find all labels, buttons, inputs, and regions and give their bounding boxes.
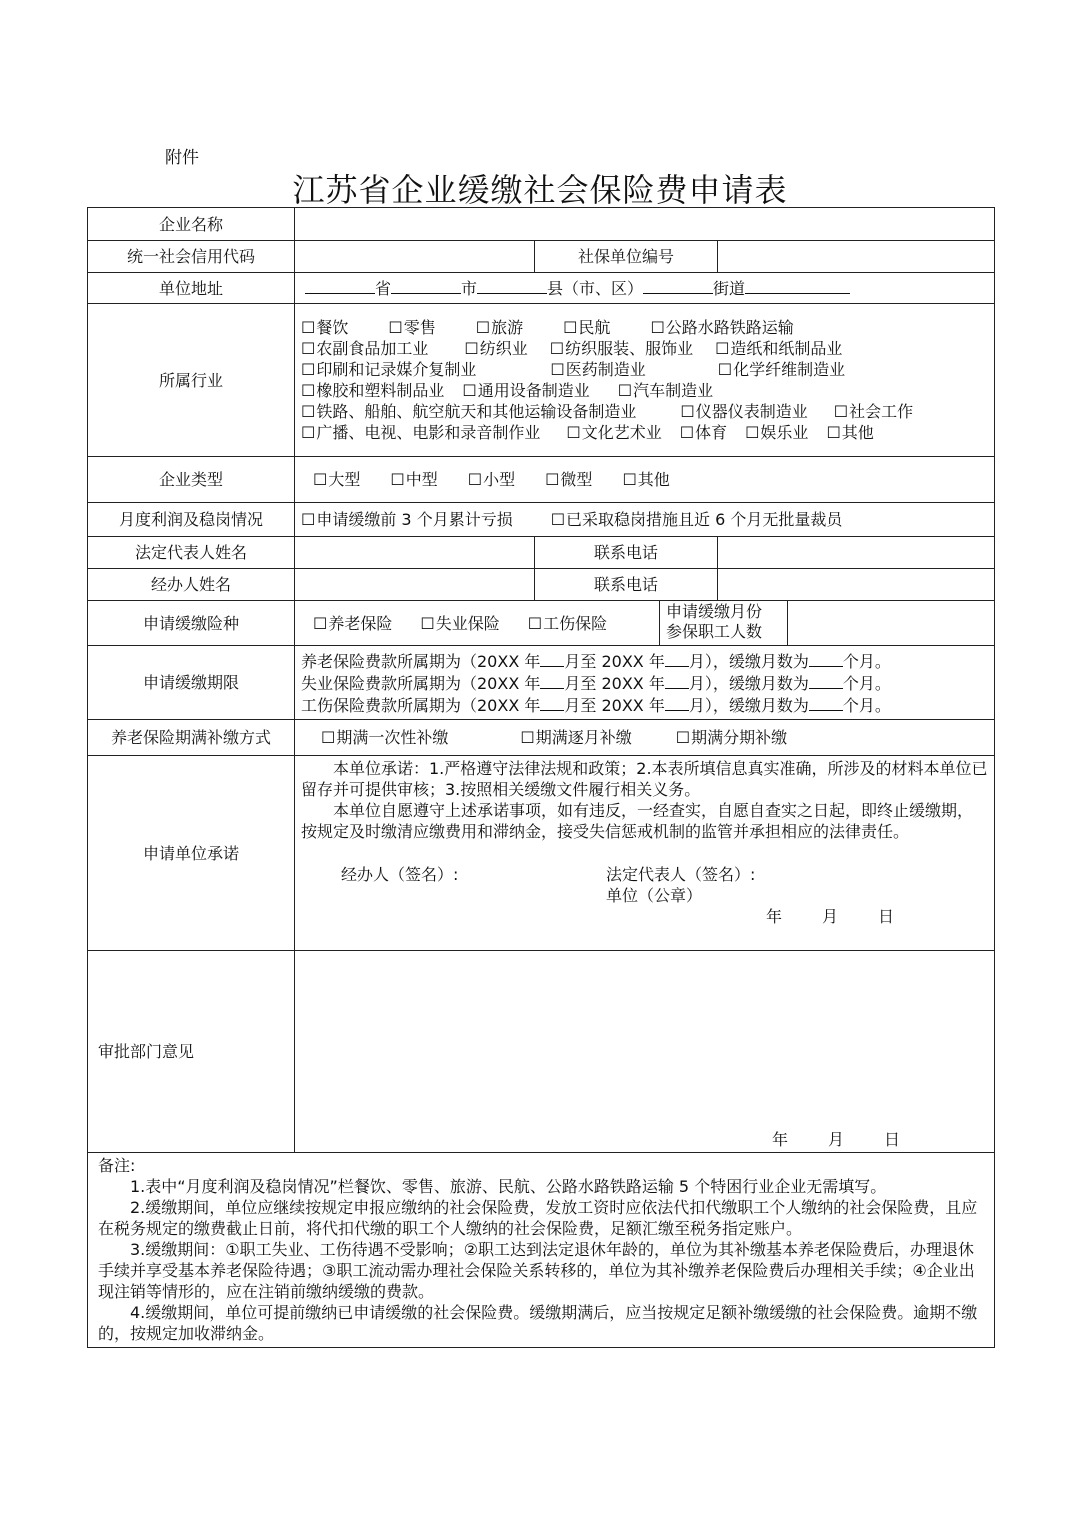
pension-method-checkbox[interactable]: ☐ 期满一次性补缴 xyxy=(321,727,448,748)
period-end: 个月。 xyxy=(842,651,891,671)
industry-checkbox[interactable]: ☐ 汽车制造业 xyxy=(618,380,713,401)
industry-row xyxy=(301,401,988,422)
month-count-blank[interactable] xyxy=(809,672,843,689)
legal-rep-phone-field[interactable] xyxy=(718,537,995,569)
industry-row xyxy=(301,359,988,380)
pension-method-checkbox[interactable]: ☐ 期满逐月补缴 xyxy=(520,727,631,748)
industry-checkbox[interactable]: ☐ 民航 xyxy=(563,317,610,338)
profit-label: 月度利润及稳岗情况 xyxy=(88,503,295,537)
date-month: 月 xyxy=(821,907,838,926)
period-end: 个月。 xyxy=(842,695,891,715)
pension-period-line xyxy=(301,650,988,672)
period-suffix: 月），缓缴月数为 xyxy=(688,673,809,693)
company-type-checkbox[interactable]: ☐ 微型 xyxy=(545,469,592,490)
social-security-no-field[interactable] xyxy=(718,241,995,273)
month-count-blank[interactable] xyxy=(809,694,843,711)
months-and-count xyxy=(660,601,995,646)
commitment-content xyxy=(295,756,995,951)
city-label: 市 xyxy=(461,279,478,298)
attachment-label: 附件 xyxy=(165,148,199,168)
company-type-checkbox[interactable]: ☐ 小型 xyxy=(468,469,515,490)
period-prefix: 失业保险费款所属期为（20XX 年 xyxy=(301,673,541,693)
address-label: 单位地址 xyxy=(88,273,295,304)
company-type-checkbox[interactable]: ☐ 中型 xyxy=(390,469,437,490)
industry-label: 所属行业 xyxy=(88,304,295,457)
commitment-paragraph-1: 本单位承诺：1.严格遵守法律法规和政策；2.本表所填信息真实准确，所涉及的材料本单位已留存并可提供审核；3.按照相关缓缴文件履行相关义务。 xyxy=(301,759,988,799)
industry-checkbox[interactable]: ☐ 文化艺术业 xyxy=(566,422,661,443)
seal-block xyxy=(606,864,755,906)
street-blank[interactable] xyxy=(643,277,713,294)
remark-item: 3.缓缴期间：①职工失业、工伤待遇不受影响；②职工达到法定退休年龄的，单位为其补缴基本养老保险费后，办理退休手续并享受基本养老保险待遇；③职工流动需办理社会保险关系转移的，单位为其补缴养老保险费后办理相关手续；④企业出现注销等情形的，应在注销前缴纳缓缴的费款。 xyxy=(98,1240,975,1301)
company-name-label: 企业名称 xyxy=(88,208,295,241)
industry-row xyxy=(301,317,988,338)
industry-checkbox[interactable]: ☐ 旅游 xyxy=(476,317,523,338)
date-day: 日 xyxy=(883,1130,900,1149)
approval-label: 审批部门意见 xyxy=(88,951,295,1153)
industry-checkbox[interactable]: ☐ 公路水路铁路运输 xyxy=(650,317,793,338)
company-type-checkbox[interactable]: ☐ 大型 xyxy=(313,469,360,490)
signature-row xyxy=(301,864,988,906)
remarks-heading: 备注: xyxy=(98,1156,136,1175)
remark-item: 1.表中“月度利润及稳岗情况”栏餐饮、零售、旅游、民航、公路水路铁路运输 5 个特困行业企业无需填写。 xyxy=(130,1177,887,1196)
legal-signature[interactable]: 法定代表人（签名）: xyxy=(606,865,756,884)
legal-rep-phone-label: 联系电话 xyxy=(535,537,718,569)
period-end: 个月。 xyxy=(842,673,891,693)
insurance-type-checkbox[interactable]: ☐ 工伤保险 xyxy=(528,613,607,634)
company-type-checkbox[interactable]: ☐ 其他 xyxy=(622,469,669,490)
unemployment-period-line xyxy=(301,672,988,694)
months-count-labels xyxy=(660,601,788,645)
industry-checkbox[interactable]: ☐ 农副食品加工业 xyxy=(301,338,428,359)
period-suffix: 月），缓缴月数为 xyxy=(688,651,809,671)
months-count-field[interactable] xyxy=(788,601,994,645)
period-mid: 月至 20XX 年 xyxy=(564,651,665,671)
company-seal[interactable]: 单位（公章） xyxy=(606,886,703,905)
insurance-type-checkbox[interactable]: ☐ 失业保险 xyxy=(420,613,499,634)
county-blank[interactable] xyxy=(477,277,547,294)
date-day: 日 xyxy=(877,907,894,926)
company-name-field[interactable] xyxy=(295,208,995,241)
insurance-type-options xyxy=(295,601,660,646)
handler-label: 经办人姓名 xyxy=(88,569,295,601)
industry-checkbox[interactable]: ☐ 零售 xyxy=(388,317,435,338)
street-label: 街道 xyxy=(713,279,746,298)
handler-field[interactable] xyxy=(295,569,535,601)
credit-code-field[interactable] xyxy=(295,241,535,273)
handler-phone-label: 联系电话 xyxy=(535,569,718,601)
city-blank[interactable] xyxy=(391,277,461,294)
start-month-blank[interactable] xyxy=(540,672,564,689)
pension-method-label: 养老保险期满补缴方式 xyxy=(88,720,295,756)
industry-options xyxy=(295,304,995,457)
end-month-blank[interactable] xyxy=(665,672,689,689)
street-detail-blank[interactable] xyxy=(745,277,850,294)
industry-checkbox[interactable]: ☐ 纺织业 xyxy=(464,338,527,359)
end-month-blank[interactable] xyxy=(665,650,689,667)
profit-checkbox[interactable]: ☐ 申请缓缴前 3 个月累计亏损 xyxy=(301,509,513,530)
county-label: 县（市、区） xyxy=(547,279,644,298)
industry-checkbox[interactable]: ☐ 餐饮 xyxy=(301,317,348,338)
industry-checkbox[interactable]: ☐ 通用设备制造业 xyxy=(462,380,589,401)
company-type-options xyxy=(295,457,995,503)
date-year: 年 xyxy=(765,907,782,926)
insurance-type-label: 申请缓缴险种 xyxy=(88,601,295,646)
industry-checkbox[interactable]: ☐ 广播、电视、电影和录音制作业 xyxy=(301,422,540,443)
profit-options xyxy=(295,503,995,537)
industry-checkbox[interactable]: ☐ 纺织服装、服饰业 xyxy=(550,338,693,359)
handler-signature[interactable]: 经办人（签名）: xyxy=(341,865,459,884)
remark-item: 4.缓缴期间，单位可提前缴纳已申请缓缴的社会保险费。缓缴期满后，应当按规定足额补缴缓缴的社会保险费。逾期不缴的，按规定加收滞纳金。 xyxy=(98,1303,978,1343)
month-count-blank[interactable] xyxy=(809,650,843,667)
handler-phone-field[interactable] xyxy=(718,569,995,601)
start-month-blank[interactable] xyxy=(540,650,564,667)
industry-row xyxy=(301,380,988,401)
pension-method-options xyxy=(295,720,995,756)
commitment-date[interactable] xyxy=(301,906,988,927)
form-title: 江苏省企业缓缴社会保险费申请表 xyxy=(292,171,788,209)
credit-code-label: 统一社会信用代码 xyxy=(88,241,295,273)
defer-months-label: 申请缓缴月份 xyxy=(666,602,763,621)
start-month-blank[interactable] xyxy=(540,694,564,711)
industry-row xyxy=(301,338,988,359)
insured-count-label: 参保职工人数 xyxy=(666,622,763,641)
company-type-label: 企业类型 xyxy=(88,457,295,503)
address-field[interactable] xyxy=(295,273,995,304)
period-mid: 月至 20XX 年 xyxy=(564,673,665,693)
industry-checkbox[interactable]: ☐ 医药制造业 xyxy=(550,359,645,380)
industry-checkbox[interactable]: ☐ 化学纤维制造业 xyxy=(718,359,845,380)
insurance-type-checkbox[interactable]: ☐ 养老保险 xyxy=(313,613,392,634)
period-suffix: 月），缓缴月数为 xyxy=(688,695,809,715)
commitment-label: 申请单位承诺 xyxy=(88,756,295,951)
pension-method-checkbox[interactable]: ☐ 期满分期补缴 xyxy=(676,727,787,748)
profit-checkbox[interactable]: ☐ 已采取稳岗措施且近 6 个月无批量裁员 xyxy=(551,509,843,530)
industry-checkbox[interactable]: ☐ 橡胶和塑料制品业 xyxy=(301,380,444,401)
industry-checkbox[interactable]: ☐ 印刷和记录媒介复制业 xyxy=(301,359,476,380)
industry-checkbox[interactable]: ☐ 造纸和纸制品业 xyxy=(715,338,842,359)
end-month-blank[interactable] xyxy=(665,694,689,711)
legal-rep-label: 法定代表人姓名 xyxy=(88,537,295,569)
commitment-paragraph-2: 本单位自愿遵守上述承诺事项，如有违反，一经查实，自愿自查实之日起，即终止缓缴期，按规定及时缴清应缴费用和滞纳金，接受失信惩戒机制的监管并承担相应的法律责任。 xyxy=(301,801,974,841)
period-prefix: 工伤保险费款所属期为（20XX 年 xyxy=(301,695,541,715)
province-blank[interactable] xyxy=(305,277,375,294)
remark-item: 2.缓缴期间，单位应继续按规定申报应缴纳的社会保险费，发放工资时应依法代扣代缴职工个人缴纳的社会保险费，且应在税务规定的缴费截止日前，将代扣代缴的职工个人缴纳的社会保险费，足额汇缴至税务指定账户。 xyxy=(98,1198,978,1238)
industry-checkbox[interactable]: ☐ 社会工作 xyxy=(834,401,913,422)
province-label: 省 xyxy=(375,279,392,298)
remarks xyxy=(88,1153,995,1348)
social-security-no-label: 社保单位编号 xyxy=(535,241,718,273)
approval-content[interactable] xyxy=(295,951,995,1153)
injury-period-line xyxy=(301,694,988,716)
industry-checkbox[interactable]: ☐ 体育 xyxy=(680,422,727,443)
period-mid: 月至 20XX 年 xyxy=(564,695,665,715)
period-prefix: 养老保险费款所属期为（20XX 年 xyxy=(301,651,541,671)
industry-checkbox[interactable]: ☐ 铁路、船舶、航空航天和其他运输设备制造业 xyxy=(301,401,636,422)
period-lines xyxy=(295,646,995,720)
date-year: 年 xyxy=(771,1130,788,1149)
approval-date[interactable] xyxy=(301,1129,988,1150)
industry-row xyxy=(301,422,988,443)
industry-checkbox[interactable]: ☐ 娱乐业 xyxy=(745,422,808,443)
date-month: 月 xyxy=(827,1130,844,1149)
industry-checkbox[interactable]: ☐ 仪器仪表制造业 xyxy=(680,401,807,422)
application-form xyxy=(87,207,995,1348)
legal-rep-field[interactable] xyxy=(295,537,535,569)
industry-checkbox[interactable]: ☐ 其他 xyxy=(826,422,873,443)
period-label: 申请缓缴期限 xyxy=(88,646,295,720)
